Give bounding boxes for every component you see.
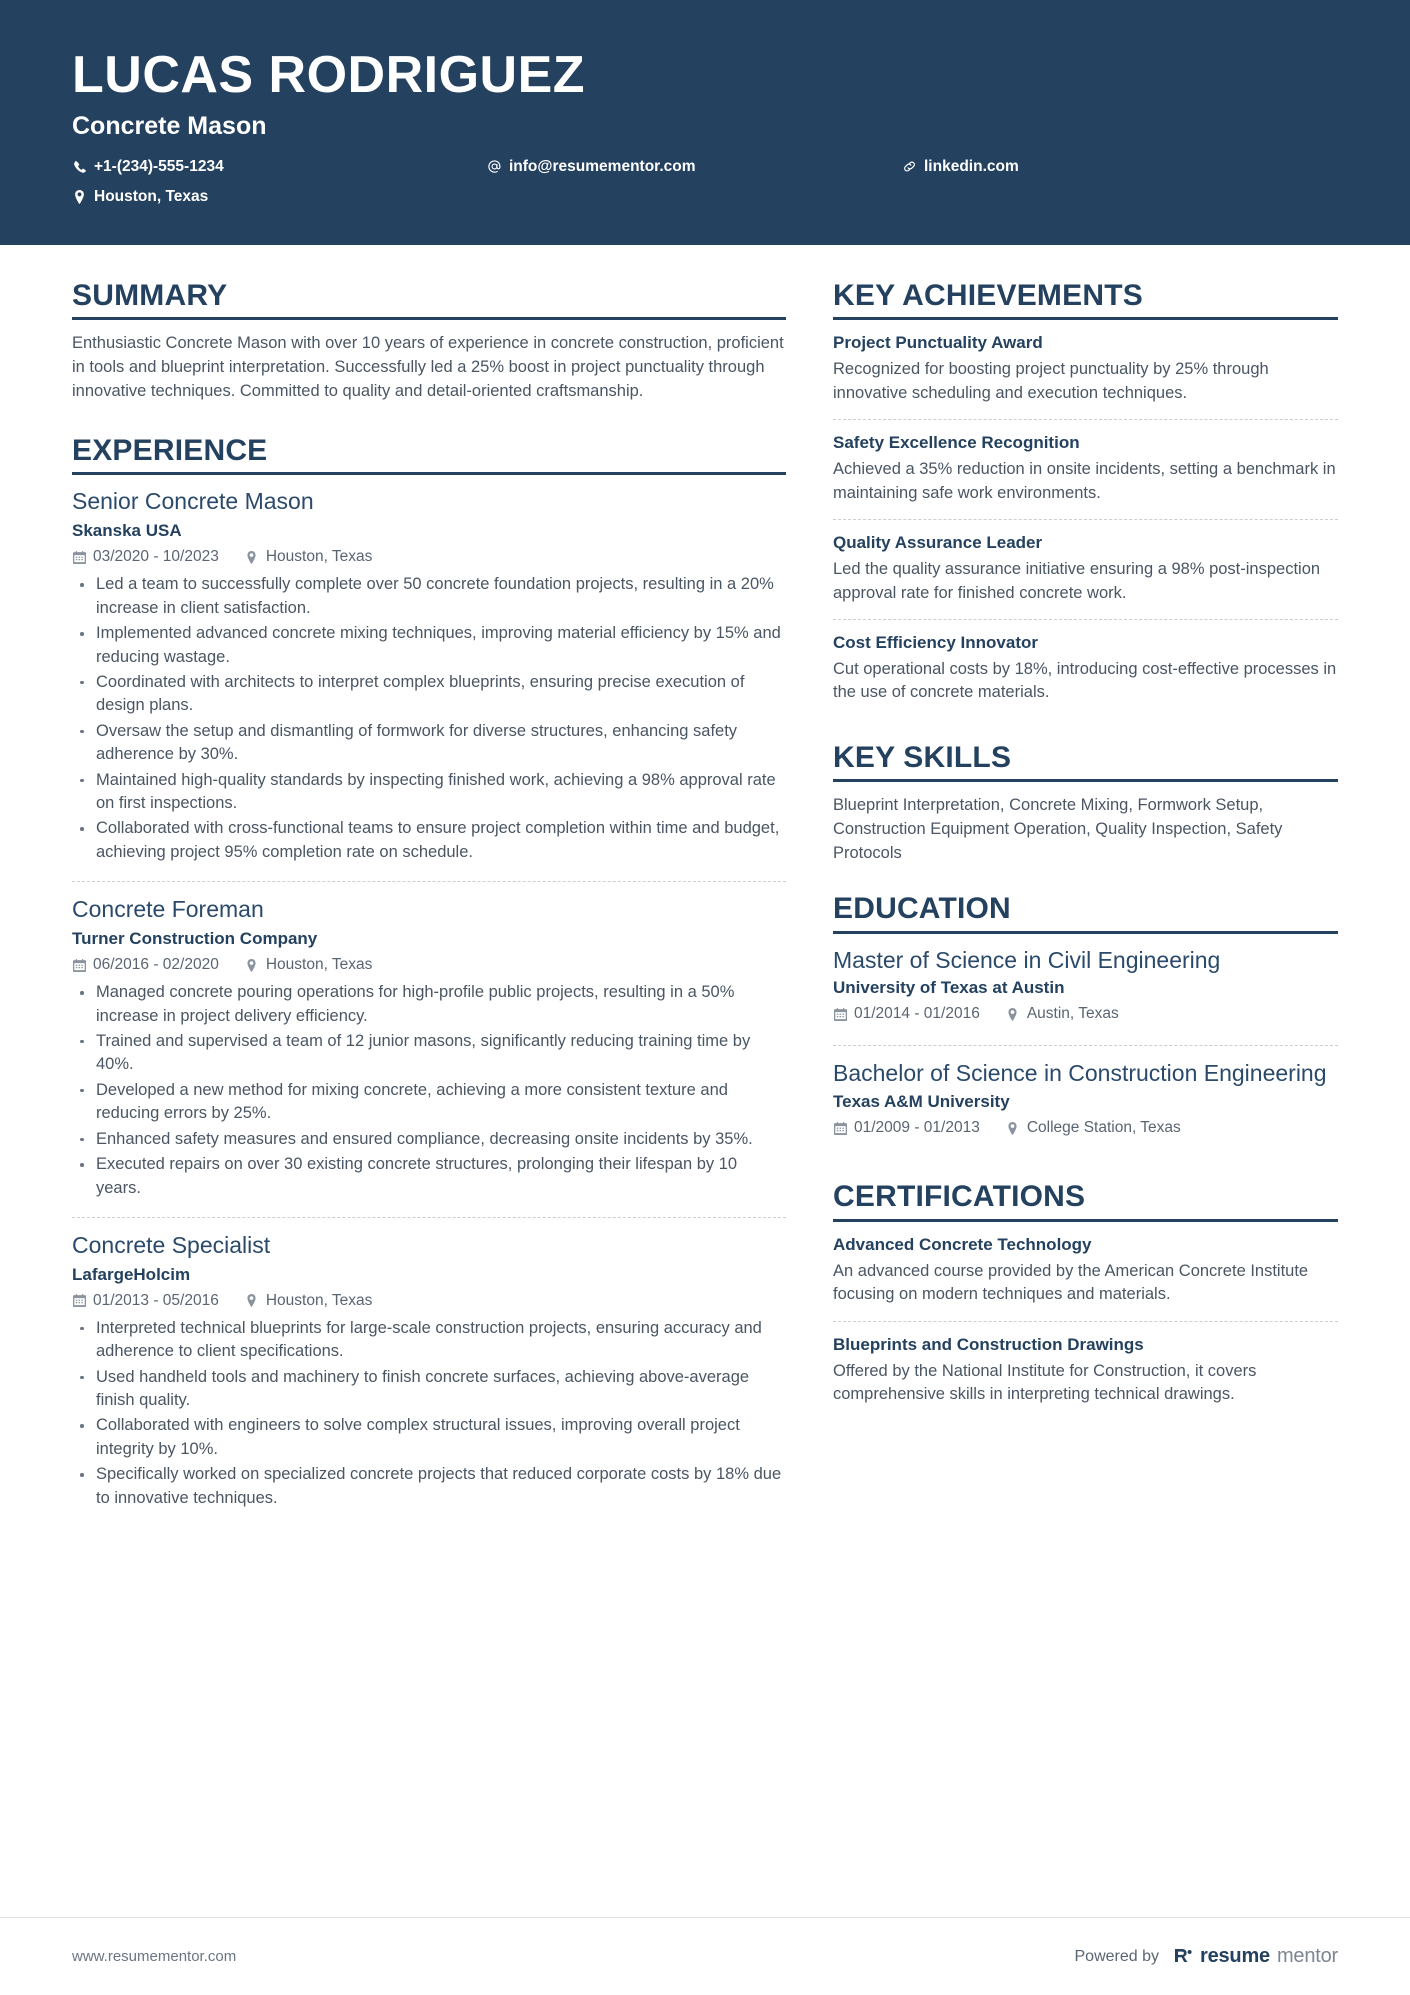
experience-role: Senior Concrete Mason bbox=[72, 488, 314, 515]
key-skills-heading: KEY SKILLS bbox=[833, 740, 1012, 774]
spacer bbox=[833, 1158, 1338, 1180]
summary-text: Enthusiastic Concrete Mason with over 10 years of experience in concrete construction, proficient in tools and blueprint interpretation. Successfully led a 25% boost in project punctuality through innovative techniques. Committed to quality and detail-oriented craftsmanship. bbox=[72, 334, 784, 400]
contact-email[interactable] bbox=[487, 155, 902, 179]
experience-role: Concrete Specialist bbox=[72, 1231, 271, 1258]
experience-meta bbox=[72, 1292, 786, 1310]
experience-bullets bbox=[72, 573, 786, 864]
key-achievements-divider bbox=[833, 317, 1338, 320]
contact-location bbox=[72, 185, 487, 209]
contact-phone-value: +1-(234)-555-1234 bbox=[94, 157, 224, 175]
education-degree: Bachelor of Science in Construction Engineering bbox=[833, 1060, 1327, 1087]
bullet-item: Trained and supervised a team of 12 junior masons, significantly reducing training time by 40%. bbox=[72, 1030, 786, 1077]
contact-column-link bbox=[902, 155, 1202, 215]
right-column bbox=[833, 279, 1338, 1527]
education-school: Texas A&M University bbox=[833, 1092, 1010, 1112]
summary-section bbox=[72, 279, 786, 404]
candidate-name: LUCAS RODRIGUEZ bbox=[72, 46, 586, 104]
contact-phone[interactable] bbox=[72, 155, 487, 179]
experience-location-value: Houston, Texas bbox=[265, 1291, 373, 1309]
map-pin-icon bbox=[1006, 1121, 1020, 1135]
experience-company: Turner Construction Company bbox=[72, 929, 318, 949]
phone-icon bbox=[72, 159, 87, 174]
education-meta bbox=[833, 1005, 1338, 1023]
education-dates-value: 01/2009 - 01/2013 bbox=[854, 1119, 980, 1137]
education-entry bbox=[833, 1045, 1338, 1154]
experience-entry bbox=[72, 1217, 786, 1522]
map-pin-icon bbox=[245, 1294, 259, 1308]
contact-linkedin-value: linkedin.com bbox=[924, 157, 1019, 175]
contact-linkedin[interactable] bbox=[902, 155, 1202, 179]
key-skills-divider bbox=[833, 779, 1338, 782]
education-dates bbox=[833, 1119, 980, 1137]
experience-dates-value: 06/2016 - 02/2020 bbox=[93, 956, 219, 974]
experience-entry bbox=[72, 881, 786, 1212]
at-sign-icon bbox=[487, 159, 502, 174]
certification-title: Blueprints and Construction Drawings bbox=[833, 1334, 1144, 1354]
education-school: University of Texas at Austin bbox=[833, 978, 1065, 998]
experience-company: LafargeHolcim bbox=[72, 1264, 191, 1284]
experience-section bbox=[72, 434, 786, 1522]
education-location bbox=[1006, 1119, 1181, 1137]
calendar-icon bbox=[72, 958, 86, 972]
education-location bbox=[1006, 1005, 1119, 1023]
brand-text-primary: resume bbox=[1200, 1945, 1270, 1967]
bullet-item: Implemented advanced concrete mixing techniques, improving material efficiency by 15% and reducing wastage. bbox=[72, 622, 786, 669]
bullet-item: Managed concrete pouring operations for high-profile public projects, resulting in a 50% increase in project delivery efficiency. bbox=[72, 981, 786, 1028]
experience-bullets bbox=[72, 981, 786, 1200]
bullet-item: Oversaw the setup and dismantling of formwork for diverse structures, enhancing safety adherence by 30%. bbox=[72, 720, 786, 767]
experience-location bbox=[245, 956, 373, 974]
summary-divider bbox=[72, 317, 786, 320]
achievement-title: Safety Excellence Recognition bbox=[833, 433, 1080, 453]
achievement-description: Led the quality assurance initiative ensuring a 98% post-inspection approval rate for finished concrete work. bbox=[833, 560, 1321, 602]
key-skills-text: Blueprint Interpretation, Concrete Mixing, Formwork Setup, Construction Equipment Operation, Quality Inspection, Safety Protocols bbox=[833, 796, 1283, 863]
bullet-item: Specifically worked on specialized concrete projects that reduced corporate costs by 18% due to innovative techniques. bbox=[72, 1463, 786, 1510]
calendar-icon bbox=[833, 1007, 847, 1021]
bullet-item: Interpreted technical blueprints for large-scale construction projects, ensuring accuracy and adherence to client specifications. bbox=[72, 1317, 786, 1364]
bullet-item: Developed a new method for mixing concrete, achieving a more consistent texture and reducing errors by 25%. bbox=[72, 1079, 786, 1126]
experience-role: Concrete Foreman bbox=[72, 896, 264, 923]
bullet-item: Maintained high-quality standards by inspecting finished work, achieving a 98% approval rate on first inspections. bbox=[72, 769, 786, 816]
map-pin-icon bbox=[245, 550, 259, 564]
certifications-divider bbox=[833, 1219, 1338, 1222]
education-entry bbox=[833, 946, 1338, 1041]
education-location-value: College Station, Texas bbox=[1026, 1119, 1181, 1137]
certification-description: An advanced course provided by the American Concrete Institute focusing on modern techniques and materials. bbox=[833, 1261, 1309, 1304]
contact-email-value: info@resumementor.com bbox=[509, 157, 696, 175]
bullet-item: Executed repairs on over 30 existing concrete structures, prolonging their lifespan by 10 years. bbox=[72, 1153, 786, 1200]
achievement-item bbox=[833, 519, 1338, 615]
achievement-title: Quality Assurance Leader bbox=[833, 533, 1043, 552]
experience-divider bbox=[72, 472, 786, 475]
education-meta bbox=[833, 1119, 1338, 1137]
experience-bullets bbox=[72, 1317, 786, 1510]
contact-location-value: Houston, Texas bbox=[94, 187, 209, 205]
education-location-value: Austin, Texas bbox=[1026, 1005, 1119, 1023]
resume-body bbox=[0, 245, 1410, 1527]
calendar-icon bbox=[72, 550, 86, 564]
certification-item bbox=[833, 1234, 1338, 1317]
bullet-item: Led a team to successfully complete over 50 concrete foundation projects, resulting in a 20% increase in client satisfaction. bbox=[72, 573, 786, 620]
education-heading: EDUCATION bbox=[833, 892, 1011, 926]
bullet-item: Collaborated with cross-functional teams to ensure project completion within time and budget, achieving project 95% completion rate on schedule. bbox=[72, 817, 786, 864]
experience-meta bbox=[72, 956, 786, 974]
key-skills-section bbox=[833, 741, 1338, 866]
resume-header bbox=[0, 0, 1410, 245]
contact-column-primary bbox=[72, 155, 487, 215]
contact-info bbox=[72, 155, 1338, 215]
achievement-item bbox=[833, 419, 1338, 515]
experience-meta bbox=[72, 548, 786, 566]
resumementor-logo bbox=[1173, 1945, 1338, 1968]
candidate-job-title: Concrete Mason bbox=[72, 111, 267, 140]
bullet-item: Enhanced safety measures and ensured compliance, decreasing onsite incidents by 35%. bbox=[72, 1128, 786, 1151]
map-pin-icon bbox=[1006, 1007, 1020, 1021]
education-section bbox=[833, 892, 1338, 1154]
experience-dates-value: 03/2020 - 10/2023 bbox=[93, 548, 219, 566]
experience-location-value: Houston, Texas bbox=[265, 956, 373, 974]
experience-company: Skanska USA bbox=[72, 521, 182, 541]
experience-heading: EXPERIENCE bbox=[72, 433, 268, 467]
map-pin-icon bbox=[245, 958, 259, 972]
experience-location bbox=[245, 548, 373, 566]
key-achievements-heading: KEY ACHIEVEMENTS bbox=[833, 278, 1143, 312]
certification-item bbox=[833, 1321, 1338, 1417]
education-divider bbox=[833, 931, 1338, 934]
achievement-item bbox=[833, 619, 1338, 715]
certifications-section bbox=[833, 1180, 1338, 1416]
bullet-item: Collaborated with engineers to solve complex structural issues, improving overall project integrity by 10%. bbox=[72, 1414, 786, 1461]
key-achievements-section bbox=[833, 279, 1338, 715]
experience-location-value: Houston, Texas bbox=[265, 548, 373, 566]
footer-website-url[interactable]: www.resumementor.com bbox=[72, 1948, 237, 1965]
achievement-description: Recognized for boosting project punctuality by 25% through innovative scheduling and execution techniques. bbox=[833, 360, 1269, 402]
calendar-icon bbox=[72, 1294, 86, 1308]
calendar-icon bbox=[833, 1121, 847, 1135]
bullet-item: Used handheld tools and machinery to finish concrete surfaces, achieving above-average finish quality. bbox=[72, 1366, 786, 1413]
page-footer bbox=[0, 1917, 1410, 1995]
certification-title: Advanced Concrete Technology bbox=[833, 1234, 1092, 1254]
summary-heading: SUMMARY bbox=[72, 278, 228, 312]
education-dates bbox=[833, 1005, 980, 1023]
powered-by-label: Powered by bbox=[1074, 1947, 1159, 1965]
left-column bbox=[72, 279, 786, 1527]
map-pin-icon bbox=[72, 189, 87, 204]
achievement-title: Project Punctuality Award bbox=[833, 333, 1043, 353]
brand-text-secondary: mentor bbox=[1276, 1945, 1338, 1967]
achievement-title: Cost Efficiency Innovator bbox=[833, 632, 1038, 652]
experience-dates-value: 01/2013 - 05/2016 bbox=[93, 1291, 219, 1309]
education-dates-value: 01/2014 - 01/2016 bbox=[854, 1005, 980, 1023]
certification-description: Offered by the National Institute for Construction, it covers comprehensive skills in interpreting technical drawings. bbox=[833, 1361, 1257, 1404]
certifications-heading: CERTIFICATIONS bbox=[833, 1180, 1086, 1214]
experience-entry bbox=[72, 487, 786, 876]
contact-column-email bbox=[487, 155, 902, 215]
achievement-item bbox=[833, 332, 1338, 415]
achievement-description: Achieved a 35% reduction in onsite incidents, setting a benchmark in maintaining safe work environments. bbox=[833, 460, 1336, 502]
spacer bbox=[833, 719, 1338, 741]
experience-dates bbox=[72, 956, 219, 974]
experience-location bbox=[245, 1292, 373, 1310]
bullet-item: Coordinated with architects to interpret complex blueprints, ensuring precise execution of design plans. bbox=[72, 671, 786, 718]
resumementor-mark-icon bbox=[1173, 1947, 1193, 1967]
education-degree: Master of Science in Civil Engineering bbox=[833, 946, 1221, 973]
link-icon bbox=[902, 159, 917, 174]
experience-dates bbox=[72, 548, 219, 566]
achievement-description: Cut operational costs by 18%, introducing cost-effective processes in the use of concrete materials. bbox=[833, 660, 1337, 702]
experience-dates bbox=[72, 1292, 219, 1310]
footer-branding bbox=[1075, 1945, 1339, 1968]
